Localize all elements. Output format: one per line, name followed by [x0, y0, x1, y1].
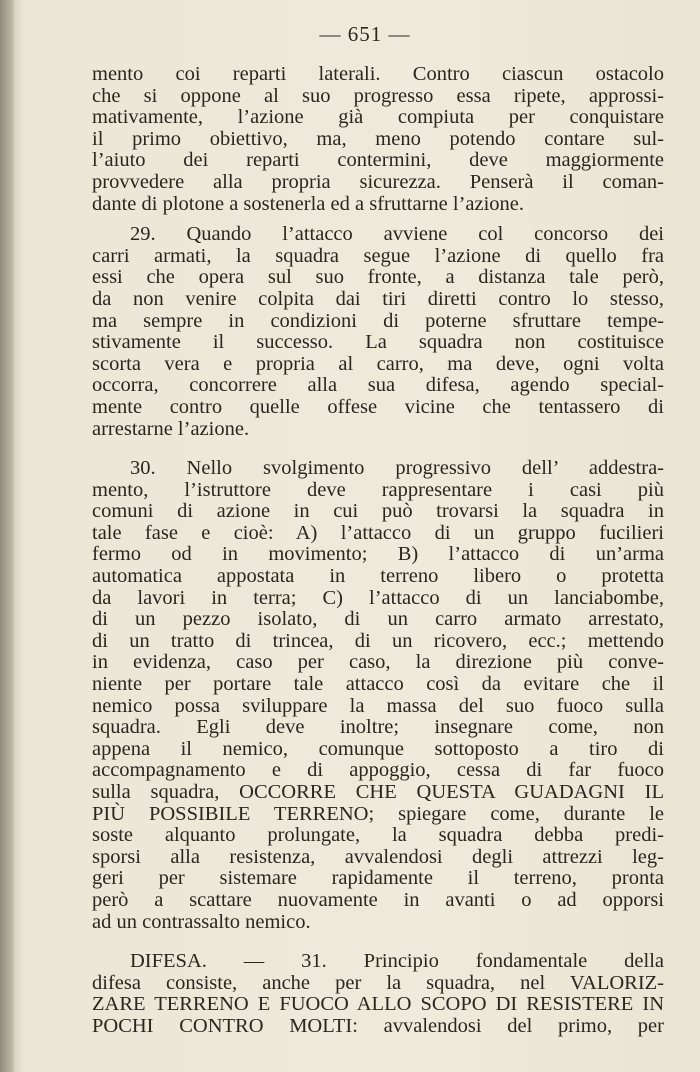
text-line: dante di plotone a sostenerla ed a sfruttarne l’azione. [92, 192, 525, 215]
text-line: il primo obiettivo, ma, meno potendo contare sul- [92, 127, 664, 150]
text-line: mento, l’istruttore deve rappresentare i casi più [92, 478, 664, 501]
paragraph [92, 64, 664, 215]
text-line: mente contro quelle offese vicine che tentassero di [92, 395, 664, 418]
text-line: carri armati, la squadra segue l’azione di quello fra [92, 244, 664, 267]
text-line: che si oppone al suo progresso essa ripete, approssi- [92, 84, 664, 107]
text-line: provvedere alla propria sicurezza. Penserà il coman- [92, 170, 664, 193]
text-line: automatica appostata in terreno libero o protetta [92, 565, 664, 588]
text-line: ZARE TERRENO E FUOCO ALLO SCOPO DI RESISTERE IN [92, 993, 664, 1016]
paragraph [92, 458, 664, 933]
text-line: accompagnamento e di appoggio, cessa di far fuoco [92, 759, 664, 782]
text-line: tale fase e cioè: A) l’attacco di un gruppo fucilieri [92, 521, 664, 544]
text-line: stivamente il successo. La squadra non costituisce [92, 331, 664, 354]
text-line: ma sempre in condizioni di poterne sfruttare tempe- [92, 309, 664, 332]
body-text [92, 64, 664, 1038]
text-line: sporsi alla resistenza, avvalendosi degli attrezzi leg- [92, 845, 664, 868]
text-line: in evidenza, caso per caso, la direzione più conve- [92, 651, 664, 674]
text-line: nemico possa sviluppare la massa del suo fuoco sulla [92, 694, 664, 717]
text-line: da lavori in terra; C) l’attacco di un lanciabombe, [92, 586, 664, 609]
page-number: — 651 — [319, 22, 411, 46]
text-line: comuni di azione in cui può trovarsi la squadra in [92, 500, 664, 523]
text-line: difesa consiste, anche per la squadra, nel VALORIZ- [92, 971, 664, 994]
text-line: da non venire colpita dai tiri diretti contro lo stesso, [92, 287, 664, 310]
text-line: soste alquanto prolungate, la squadra debba predi- [92, 824, 664, 847]
book-spine [0, 0, 14, 1072]
text-line: sulla squadra, OCCORRE CHE QUESTA GUADAGNI IL [92, 781, 664, 803]
text-line: 30. Nello svolgimento progressivo dell’ addestra- [130, 457, 664, 480]
text-line: geri per sistemare rapidamente il terreno, pronta [92, 867, 664, 890]
text-line: mento coi reparti laterali. Contro ciascun ostacolo [92, 63, 664, 85]
text-line: di un tratto di trincea, di un ricovero, ecc.; mettendo [92, 629, 664, 652]
paragraph [92, 224, 664, 440]
text-line: POCHI CONTRO MOLTI: avvalendosi del primo, per [92, 1014, 664, 1037]
text-line: mativamente, l’azione già compiuta per conquistare [92, 106, 664, 129]
text-line: fermo od in movimento; B) l’attacco di un’arma [92, 543, 664, 566]
paragraph [92, 951, 664, 1037]
text-line: PIÙ POSSIBILE TERRENO; spiegare come, durante le [92, 802, 664, 825]
text-line: di un pezzo isolato, di un carro armato arrestato, [92, 608, 664, 631]
text-line: l’aiuto dei reparti contermini, deve maggiormente [92, 149, 664, 172]
text-line: niente per portare tale attacco così da evitare che il [92, 673, 664, 696]
text-line: arrestarne l’azione. [92, 417, 250, 440]
text-line: scorta vera e propria al carro, ma deve, ogni volta [92, 352, 664, 375]
text-line: occorra, concorrere alla sua difesa, agendo special- [92, 374, 664, 397]
text-line: però a scattare nuovamente in avanti o ad opporsi [92, 888, 664, 911]
text-line: squadra. Egli deve inoltre; insegnare come, non [92, 716, 664, 739]
text-line: DIFESA. — 31. Principio fondamentale della [130, 950, 664, 973]
text-line: ad un contrassalto nemico. [92, 910, 311, 933]
text-line: essi che opera sul suo fronte, a distanza tale però, [92, 266, 664, 289]
text-line: 29. Quando l’attacco avviene col concorso dei [130, 223, 664, 246]
text-line: appena il nemico, comunque sottoposto a tiro di [92, 737, 664, 760]
